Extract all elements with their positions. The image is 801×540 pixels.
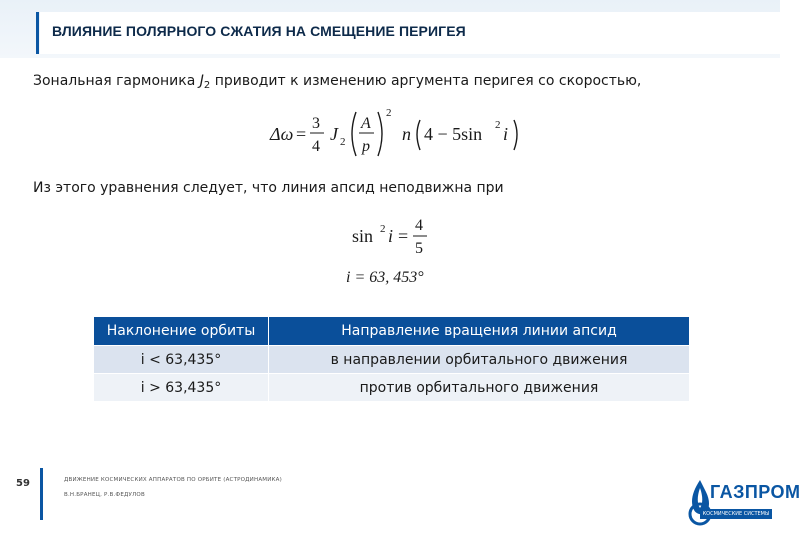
table-row [94,374,690,402]
harmonic-subscript: 2 [203,80,211,91]
intro-text-after: приводит к изменению аргумента перигея со скоростью, [210,73,642,89]
delta-omega-symbol: Δω [270,124,294,144]
bracket-expression: 4 − 5sin [424,124,483,144]
numerator-4: 4 [415,217,423,234]
inclination-symbol: i [503,124,509,144]
row1-rotation: в направлении орбитального движения [269,346,690,374]
row2-rotation: против орбитального движения [269,374,690,402]
logo-tagline: КОСМИЧЕСКИЕ СИСТЕМЫ [700,509,772,519]
critical-angle: i = 63, 453° [346,269,424,286]
perigee-rate-formula [268,100,528,164]
footer-accent-bar [40,468,43,520]
p-symbol: p [362,138,370,155]
row2-inclination: i > 63,435° [94,374,269,402]
title-accent-bar [36,12,39,54]
power-two: 2 [386,107,392,119]
header-rotation: Направление вращения линии апсид [269,317,690,346]
sin-power-2: 2 [380,223,386,235]
bracket-left [417,120,420,150]
footer-authors: В.Н.БРАНЕЦ, Р.В.ФЕДУЛОВ [64,492,145,498]
table-header-row [94,317,690,346]
equals-sign: = [296,124,307,144]
header-inclination: Наклонение орбиты [94,317,269,346]
intro-paragraph [33,73,641,91]
sin-text: sin [352,226,374,246]
fraction-numerator: 3 [312,115,320,132]
sin-power: 2 [495,119,501,131]
row1-inclination: i < 63,435° [94,346,269,374]
harmonic-symbol: J [199,73,204,89]
footer-course-title: ДВИЖЕНИЕ КОСМИЧЕСКИХ АППАРАТОВ ПО ОРБИТЕ (АСТРОДИНАМИКА) [64,477,282,483]
denominator-5: 5 [415,240,423,257]
fraction-denominator: 4 [312,138,320,155]
apsides-table [93,316,690,402]
j-symbol: J [330,124,338,144]
a-symbol: A [361,115,371,132]
logo-wordmark: ГАЗПРОМ [710,482,801,502]
equals-sign-2: = [398,226,409,246]
right-paren [378,112,382,156]
left-paren [352,112,356,156]
table-row [94,346,690,374]
slide-number: 59 [16,478,30,489]
intro-text-before: Зональная гармоника [33,73,200,89]
critical-inclination-formula [338,210,448,290]
bracket-right [514,120,517,150]
conclusion-paragraph: Из этого уравнения следует, что линия апсид неподвижна при [33,180,504,196]
n-symbol: n [402,124,411,144]
slide-title: ВЛИЯНИЕ ПОЛЯРНОГО СЖАТИЯ НА СМЕЩЕНИЕ ПЕРИГЕЯ [52,23,466,39]
j-subscript: 2 [340,136,346,148]
i-symbol: i [388,226,394,246]
